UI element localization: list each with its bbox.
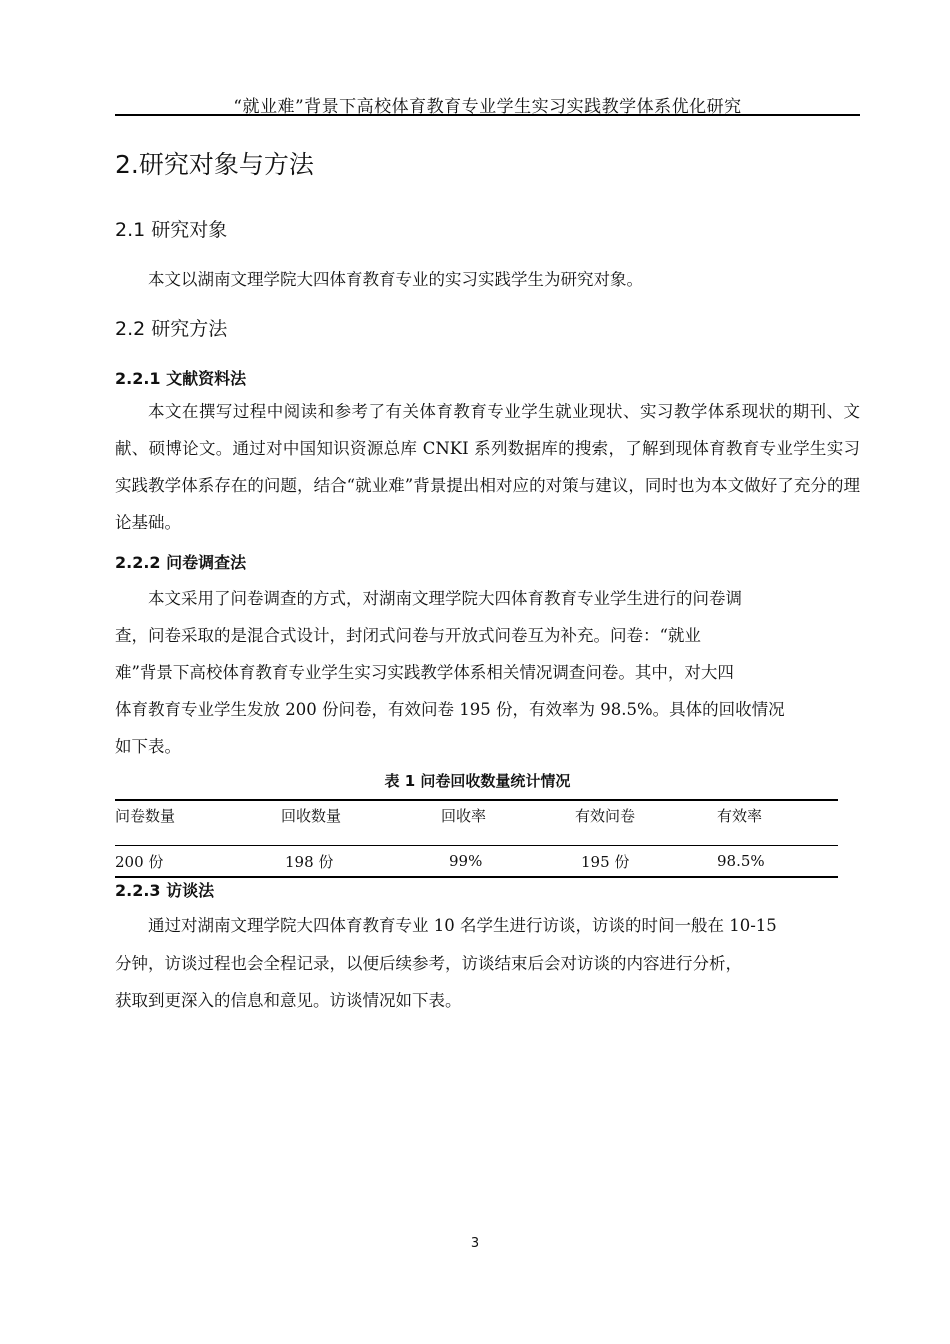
subsection-title-research-object: 2.1 研究对象 (115, 219, 228, 241)
table-cell: 195 份 (575, 846, 717, 878)
subsection-title-research-method: 2.2 研究方法 (115, 318, 228, 340)
questionnaire-line: 查，问卷采取的是混合式设计，封闭式问卷与开放式问卷互为补充。问卷：“就业 (115, 626, 701, 645)
questionnaire-recovery-table (115, 799, 838, 878)
header-rule (115, 114, 860, 116)
table-header-cell: 有效问卷 (575, 800, 717, 846)
table-cell: 198 份 (281, 846, 441, 878)
questionnaire-line: 体育教育专业学生发放 200 份问卷，有效问卷 195 份，有效率为 98.5%。具体的回收情况 (115, 700, 785, 719)
interview-line: 通过对湖南文理学院大四体育教育专业 10 名学生进行访谈，访谈的时间一般在 10-15 (148, 916, 777, 935)
table-header-cell: 回收率 (441, 800, 575, 846)
running-header: “就业难”背景下高校体育教育专业学生实习实践教学体系优化研究 (233, 97, 742, 117)
questionnaire-line: 难”背景下高校体育教育专业学生实习实践教学体系相关情况调查问卷。其中，对大四 (115, 663, 734, 682)
table-header-cell: 问卷数量 (115, 800, 281, 846)
table-cell: 98.5% (717, 846, 838, 878)
table-cell: 99% (441, 846, 575, 878)
table-header-cell: 回收数量 (281, 800, 441, 846)
table-header-cell: 有效率 (717, 800, 838, 846)
section-title: 2.研究对象与方法 (115, 150, 314, 179)
interview-line: 分钟，访谈过程也会全程记录，以便后续参考，访谈结束后会对访谈的内容进行分析， (115, 954, 742, 973)
research-object-text: 本文以湖南文理学院大四体育教育专业的实习实践学生为研究对象。 (148, 270, 643, 289)
interview-line: 获取到更深入的信息和意见。访谈情况如下表。 (115, 991, 462, 1010)
table-caption: 表 1 问卷回收数量统计情况 (384, 772, 571, 790)
table-cell: 200 份 (115, 846, 281, 878)
literature-paragraph: 本文在撰写过程中阅读和参考了有关体育教育专业学生就业现状、实习教学体系现状的期刊、文献、硕博论文。通过对中国知识资源总库 CNKI 系列数据库的搜索，了解到现体育教育专业学生实习实践教学体系存在的问题，结合“就业难”背景提出相对应的对策与建议，同时也为本文做好了充分的理论基础。 (115, 402, 860, 532)
questionnaire-line: 如下表。 (115, 737, 181, 756)
questionnaire-line: 本文采用了问卷调查的方式，对湖南文理学院大四体育教育专业学生进行的问卷调 (148, 589, 742, 608)
page-number: 3 (470, 1236, 480, 1251)
method-title-interview: 2.2.3 访谈法 (115, 881, 215, 900)
method-title-questionnaire: 2.2.2 问卷调查法 (115, 553, 247, 572)
method-title-literature: 2.2.1 文献资料法 (115, 369, 247, 388)
